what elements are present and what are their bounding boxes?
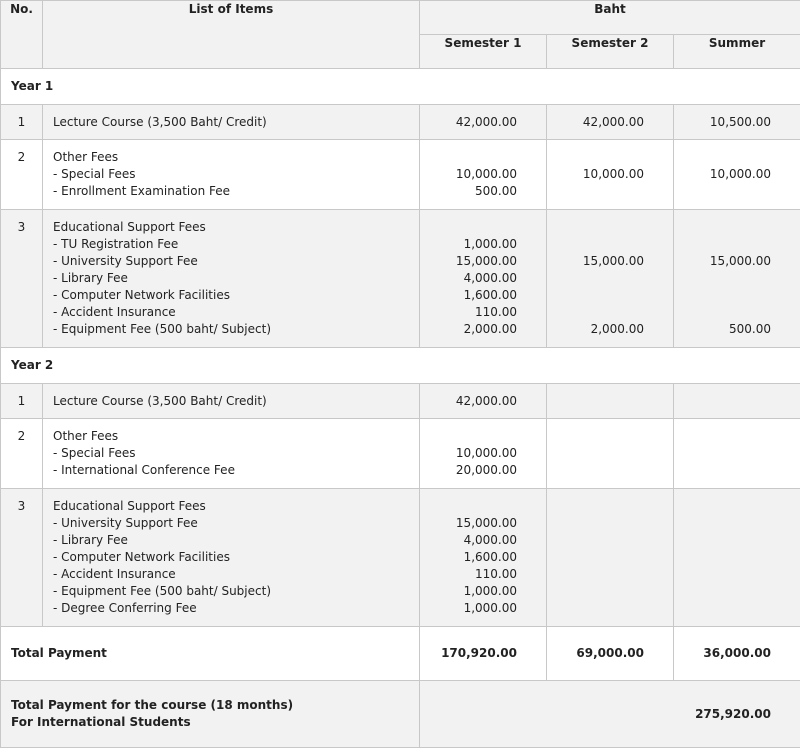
- semester-1-values: [420, 210, 547, 348]
- item-line: - Accident Insurance: [53, 566, 409, 583]
- item-line: - TU Registration Fee: [53, 236, 409, 253]
- summer-values: [674, 489, 800, 627]
- item-line: - Special Fees: [53, 445, 409, 462]
- summer-values: [674, 419, 800, 489]
- item-group-title: Other Fees: [53, 149, 409, 166]
- grand-total-line-2: For International Students: [11, 714, 409, 731]
- item-group: [43, 489, 420, 627]
- grand-total-label: [1, 681, 420, 748]
- row-number: 2: [1, 140, 43, 210]
- year-2-section: [1, 348, 800, 384]
- value-line: 1,000.00: [428, 600, 517, 617]
- grand-total-line-1: Total Payment for the course (18 months): [11, 697, 409, 714]
- row-number: 3: [1, 210, 43, 348]
- value-line: 110.00: [428, 566, 517, 583]
- year-1-section: [1, 69, 800, 105]
- col-header-summer: Summer: [674, 35, 800, 69]
- col-header-semester-1: Semester 1: [420, 35, 547, 69]
- value-line: 20,000.00: [428, 462, 517, 479]
- row-number: 3: [1, 489, 43, 627]
- value-line: 1,000.00: [428, 236, 517, 253]
- col-header-currency: Baht: [420, 1, 800, 35]
- item-label: Lecture Course (3,500 Baht/ Credit): [43, 105, 420, 140]
- table-row: [1, 105, 800, 140]
- value-line: 1,000.00: [428, 583, 517, 600]
- semester-1-value: 42,000.00: [420, 384, 547, 419]
- item-line: - Library Fee: [53, 270, 409, 287]
- item-line: - Computer Network Facilities: [53, 549, 409, 566]
- item-group-title: Educational Support Fees: [53, 498, 409, 515]
- item-line: - University Support Fee: [53, 515, 409, 532]
- value-line: 4,000.00: [428, 532, 517, 549]
- total-semester-2: 69,000.00: [547, 627, 674, 681]
- value-line: 15,000.00: [682, 253, 771, 270]
- value-line: 15,000.00: [555, 253, 644, 270]
- row-number: 1: [1, 384, 43, 419]
- col-header-no: No.: [1, 1, 43, 69]
- semester-2-values: [547, 419, 674, 489]
- semester-1-value: 42,000.00: [420, 105, 547, 140]
- table-row: [1, 210, 800, 348]
- item-line: - Enrollment Examination Fee: [53, 183, 409, 200]
- item-line: - Library Fee: [53, 532, 409, 549]
- value-line: 1,600.00: [428, 287, 517, 304]
- summer-value: [674, 384, 800, 419]
- value-line: 500.00: [428, 183, 517, 200]
- semester-1-values: [420, 140, 547, 210]
- item-line: - Computer Network Facilities: [53, 287, 409, 304]
- item-line: - Accident Insurance: [53, 304, 409, 321]
- value-line: 15,000.00: [428, 515, 517, 532]
- semester-2-values: [547, 140, 674, 210]
- value-line: 500.00: [682, 321, 771, 338]
- total-summer: 36,000.00: [674, 627, 800, 681]
- value-line: 110.00: [428, 304, 517, 321]
- item-line: - Degree Conferring Fee: [53, 600, 409, 617]
- item-group-title: Educational Support Fees: [53, 219, 409, 236]
- value-line: 4,000.00: [428, 270, 517, 287]
- summer-value: 10,500.00: [674, 105, 800, 140]
- table-row: [1, 140, 800, 210]
- value-line: 1,600.00: [428, 549, 517, 566]
- item-line: - Special Fees: [53, 166, 409, 183]
- grand-total-value: 275,920.00: [420, 681, 800, 748]
- value-line: 10,000.00: [555, 166, 644, 183]
- item-group: [43, 419, 420, 489]
- year-1-title: Year 1: [1, 69, 800, 105]
- semester-2-value: [547, 384, 674, 419]
- item-group: [43, 210, 420, 348]
- col-header-semester-2: Semester 2: [547, 35, 674, 69]
- semester-1-values: [420, 419, 547, 489]
- value-line: 10,000.00: [682, 166, 771, 183]
- row-number: 2: [1, 419, 43, 489]
- semester-2-values: [547, 489, 674, 627]
- table-row: [1, 384, 800, 419]
- value-line: 2,000.00: [428, 321, 517, 338]
- grand-total-row: [1, 681, 800, 748]
- item-line: - International Conference Fee: [53, 462, 409, 479]
- summer-values: [674, 210, 800, 348]
- item-label: Lecture Course (3,500 Baht/ Credit): [43, 384, 420, 419]
- item-line: - Equipment Fee (500 baht/ Subject): [53, 321, 409, 338]
- table-row: [1, 419, 800, 489]
- total-semester-1: 170,920.00: [420, 627, 547, 681]
- semester-1-values: [420, 489, 547, 627]
- total-label: Total Payment: [1, 627, 420, 681]
- col-header-items: List of Items: [43, 1, 420, 69]
- table-row: [1, 489, 800, 627]
- semester-2-values: [547, 210, 674, 348]
- value-line: 15,000.00: [428, 253, 517, 270]
- item-line: - Equipment Fee (500 baht/ Subject): [53, 583, 409, 600]
- row-number: 1: [1, 105, 43, 140]
- item-line: - University Support Fee: [53, 253, 409, 270]
- header-row: [1, 1, 800, 35]
- item-group-title: Other Fees: [53, 428, 409, 445]
- summer-values: [674, 140, 800, 210]
- total-row: [1, 627, 800, 681]
- value-line: 10,000.00: [428, 166, 517, 183]
- value-line: 10,000.00: [428, 445, 517, 462]
- year-2-title: Year 2: [1, 348, 800, 384]
- item-group: [43, 140, 420, 210]
- value-line: 2,000.00: [555, 321, 644, 338]
- semester-2-value: 42,000.00: [547, 105, 674, 140]
